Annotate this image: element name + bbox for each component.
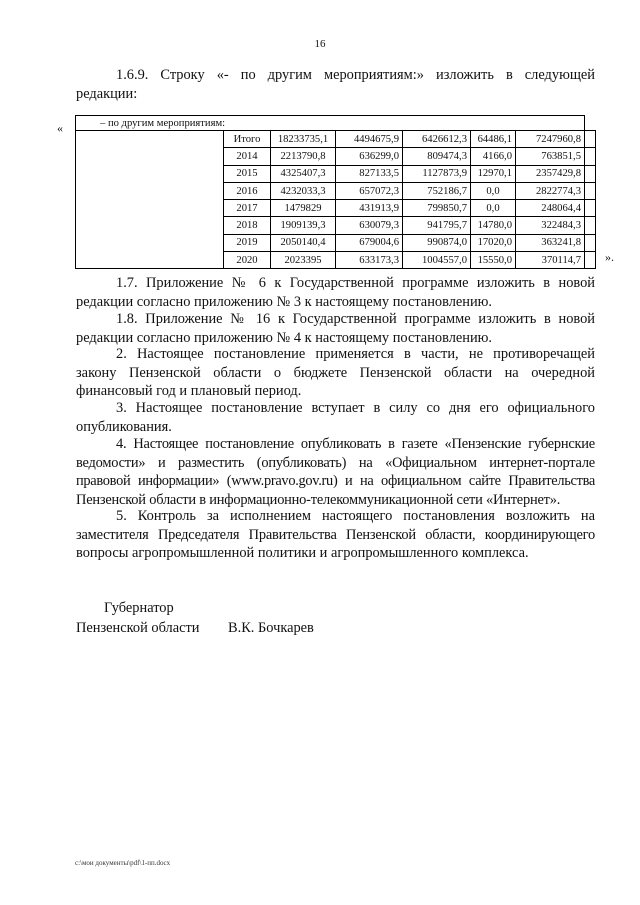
table-cell: 7247960,8	[516, 131, 585, 148]
paragraph-line: 2. Настоящее постановление применяется в части, не противоречащей	[116, 346, 595, 362]
table-cell: 0,0	[471, 182, 516, 199]
table-cell: 2020	[224, 252, 271, 269]
paragraph-line: 1.8. Приложение № 16 к Государственной программе изложить в новой	[116, 311, 595, 327]
table-cell: 990874,0	[403, 234, 471, 251]
table-cell: 2213790,8	[271, 148, 336, 165]
table-empty-cell	[585, 165, 596, 182]
table-cell: 1909139,3	[271, 217, 336, 234]
paragraph-line: закону Пензенской области о бюджете Пензенской области на очередной	[76, 364, 595, 381]
signature-title-line-1: Губернатор	[104, 600, 174, 616]
table-empty-cell	[585, 252, 596, 269]
table-cell: Итого	[224, 131, 271, 148]
paragraph-1-7	[76, 274, 595, 311]
intro-paragraph	[76, 66, 595, 103]
table-cell: 17020,0	[471, 234, 516, 251]
paragraph-line: редакции согласно приложению № 4 к настоящему постановлению.	[76, 329, 493, 346]
paragraph-line: финансовый год и плановый период.	[76, 383, 302, 400]
table-cell: 2822774,3	[516, 182, 585, 199]
signature-title-line-2: Пензенской области	[76, 620, 200, 636]
paragraph-line: заместителя Председателя Правительства Пензенской области, координирующего	[76, 526, 595, 543]
table-cell: 636299,0	[336, 148, 403, 165]
paragraph-line: Пензенской области в информационно-телекоммуникационной сети «Интернет».	[76, 491, 561, 508]
paragraph-line: редакции согласно приложению № 3 к настоящему постановлению.	[76, 293, 493, 310]
table-cell: 1127873,9	[403, 165, 471, 182]
table-cell: 363241,8	[516, 234, 585, 251]
table-cell: 4325407,3	[271, 165, 336, 182]
table-row	[76, 131, 596, 148]
paragraph-line: 1.7. Приложение № 6 к Государственной программе изложить в новой	[116, 275, 595, 291]
table-header-label: – по другим мероприятиям:	[76, 116, 585, 131]
table-cell: 64486,1	[471, 131, 516, 148]
paragraph-line: 5. Контроль за исполнением настоящего постановления возложить на	[116, 508, 595, 524]
paragraph-line: ведомости» и разместить (опубликовать) на «Официальном интернет-портале	[76, 454, 595, 471]
table-cell: 2015	[224, 165, 271, 182]
paragraph-line: вопросы агропромышленной политики и агропромышленного комплекса.	[76, 545, 529, 562]
table-cell: 657072,3	[336, 182, 403, 199]
paragraph-line: опубликования.	[76, 418, 172, 435]
paragraph-2	[76, 345, 595, 401]
table-cell: 6426612,3	[403, 131, 471, 148]
table-cell: 4166,0	[471, 148, 516, 165]
table-cell: 679004,6	[336, 234, 403, 251]
table-cell: 2018	[224, 217, 271, 234]
table-cell: 633173,3	[336, 252, 403, 269]
table-cell: 15550,0	[471, 252, 516, 269]
footer-file-path: c:\мои документы\pdf\1-пп.docx	[75, 859, 171, 867]
table-empty-cell	[585, 234, 596, 251]
signature-name: В.К. Бочкарев	[228, 620, 314, 636]
funding-table	[75, 115, 596, 269]
table-cell: 2017	[224, 200, 271, 217]
quote-open-mark: «	[57, 121, 63, 135]
intro-line-2: редакции:	[76, 85, 138, 102]
table-cell: 14780,0	[471, 217, 516, 234]
table-cell: 248064,4	[516, 200, 585, 217]
table-cell: 322484,3	[516, 217, 585, 234]
table-cell: 4494675,9	[336, 131, 403, 148]
paragraph-line: 3. Настоящее постановление вступает в силу со дня его официального	[116, 400, 595, 416]
table-cell: 2050140,4	[271, 234, 336, 251]
page-number: 16	[314, 38, 326, 50]
table-empty-cell	[76, 131, 224, 269]
table-cell: 752186,7	[403, 182, 471, 199]
table-cell: 1004557,0	[403, 252, 471, 269]
table-cell: 2014	[224, 148, 271, 165]
paragraph-4	[76, 435, 595, 509]
table-cell: 370114,7	[516, 252, 585, 269]
table-empty-cell	[585, 148, 596, 165]
table-cell: 2023395	[271, 252, 336, 269]
table-cell: 18233735,1	[271, 131, 336, 148]
table-cell: 4232033,3	[271, 182, 336, 199]
table-cell: 2357429,8	[516, 165, 585, 182]
table-cell: 809474,3	[403, 148, 471, 165]
intro-line-1: 1.6.9. Строку «- по другим мероприятиям:» изложить в следующей	[116, 67, 595, 83]
table-cell: 630079,3	[336, 217, 403, 234]
paragraph-line: правовой информации» (www.pravo.gov.ru) и на официальном сайте Правительства	[76, 473, 595, 490]
table-cell: 799850,7	[403, 200, 471, 217]
table-empty-cell	[585, 200, 596, 217]
table-cell: 0,0	[471, 200, 516, 217]
paragraph-line: 4. Настоящее постановление опубликовать в газете «Пензенские губернские	[116, 436, 595, 452]
table-cell: 827133,5	[336, 165, 403, 182]
table-empty-cell	[585, 217, 596, 234]
table-cell: 763851,5	[516, 148, 585, 165]
paragraph-5	[76, 507, 595, 563]
table-header-row	[76, 116, 596, 131]
table-cell: 1479829	[271, 200, 336, 217]
table-cell: 941795,7	[403, 217, 471, 234]
table-cell: 2019	[224, 234, 271, 251]
table-cell: 431913,9	[336, 200, 403, 217]
paragraph-1-8	[76, 310, 595, 347]
table-empty-cell	[585, 131, 596, 148]
paragraph-3	[76, 399, 595, 436]
table-cell: 12970,1	[471, 165, 516, 182]
quote-close-mark: ».	[605, 250, 614, 264]
table-cell: 2016	[224, 182, 271, 199]
table-empty-cell	[585, 182, 596, 199]
